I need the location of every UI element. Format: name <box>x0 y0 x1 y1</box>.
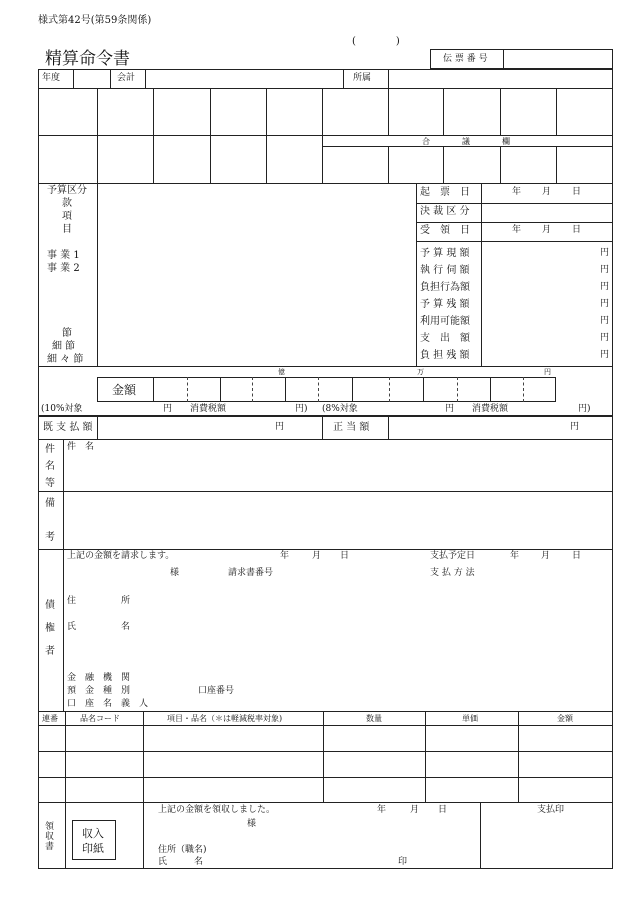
item-row-2[interactable] <box>145 754 321 774</box>
man-header: 万 <box>417 368 424 376</box>
receipt-jusho-label: 住所（職名) <box>158 845 207 855</box>
yen-label: 円 <box>570 422 580 432</box>
kan-label: 款 <box>62 198 72 209</box>
col-tanka: 単価 <box>462 714 478 723</box>
jigyo1-label: 事 業 1 <box>47 250 80 261</box>
shiharai-hoho-label: 支 払 方 法 <box>430 568 475 578</box>
yen-label: 円 <box>163 404 173 414</box>
setsu-label: 節 <box>62 328 72 339</box>
ryoshu-label-1: 領 <box>45 822 55 832</box>
month-label: 月 <box>542 187 552 197</box>
kessai-kubun-label: 決 裁 区 分 <box>420 206 470 217</box>
tax-label: 消費税額 <box>472 404 509 414</box>
month-label: 月 <box>410 805 420 815</box>
kenmei-field[interactable] <box>110 442 610 489</box>
yen-label: 円 <box>600 265 610 275</box>
yen-label: 円 <box>600 248 610 258</box>
year-label: 年 <box>377 805 387 815</box>
day-label: 日 <box>572 551 582 561</box>
receipt-shimei-label: 氏 名 <box>158 857 204 867</box>
jusho-field[interactable] <box>160 594 600 610</box>
jigyo2-label: 事 業 2 <box>47 263 80 274</box>
saisetsu-label: 細 節 <box>52 341 76 352</box>
col-suryo: 数量 <box>366 714 382 723</box>
ryoshu-label-2: 収 <box>45 832 55 842</box>
nendo-label: 年度 <box>42 73 61 83</box>
seito-label: 正 当 額 <box>333 422 370 433</box>
year-label: 年 <box>512 187 522 197</box>
kishi-label: 既 支 払 額 <box>43 422 93 433</box>
denpyo-number-field[interactable] <box>506 51 610 67</box>
kishi-amount-field[interactable] <box>100 419 270 437</box>
day-label: 日 <box>572 187 582 197</box>
jusho-label: 住 所 <box>67 596 131 606</box>
shiharai-yotei-label: 支払予定日 <box>430 551 476 561</box>
kou-label: 項 <box>62 211 72 222</box>
kenmei-label: 件 名 <box>67 442 95 452</box>
kenmei-side-label: 件 名 等 <box>45 444 55 489</box>
shimei-label: 氏 名 <box>67 622 131 632</box>
kingaku-field[interactable] <box>156 380 553 399</box>
gogi-label: 合 議 欄 <box>422 137 510 146</box>
in-label: 印 <box>398 857 408 867</box>
budget-code-field[interactable] <box>100 186 413 364</box>
paren-label: ( ) <box>352 36 400 47</box>
seikyusho-label: 請求書番号 <box>228 568 274 578</box>
col-renban: 連番 <box>42 714 58 723</box>
yen-label: 円 <box>600 316 610 326</box>
item-row-3[interactable] <box>145 780 321 800</box>
yen-label: 円 <box>275 422 285 432</box>
en-header: 円 <box>544 368 551 376</box>
oku-header: 億 <box>278 368 285 376</box>
col-hinmei-code: 品名コード <box>80 714 120 723</box>
nendo-field[interactable] <box>75 71 108 86</box>
stamp-label-2: 印紙 <box>82 842 104 855</box>
ryoshu-label-3: 書 <box>45 842 55 852</box>
shiharai-in-label: 支払印 <box>537 805 565 815</box>
tax-10-label: (10%対象 <box>41 404 83 414</box>
saiken-label-2: 権 <box>45 623 55 634</box>
juryobi-label: 受 領 日 <box>420 225 470 236</box>
page-title: 精算命令書 <box>45 49 130 69</box>
shozoku-label: 所属 <box>353 73 372 83</box>
stamp-label-1: 収入 <box>82 827 104 840</box>
amount-label: 予 算 現 額 <box>420 248 470 259</box>
amount-label: 負 担 残 額 <box>420 350 470 361</box>
amount-label: 負担行為額 <box>420 282 470 293</box>
seito-amount-field[interactable] <box>391 419 566 437</box>
moku-label: 目 <box>62 224 72 235</box>
year-label: 年 <box>510 551 520 561</box>
saiken-label-1: 債 <box>45 600 55 611</box>
biko-label-1: 備 <box>45 498 55 509</box>
yen-label: 円 <box>600 333 610 343</box>
month-label: 月 <box>312 551 322 561</box>
sama-label: 様 <box>170 568 180 578</box>
tax-8-label: (8%対象 <box>322 404 358 414</box>
request-text: 上記の金額を請求します。 <box>67 551 175 561</box>
denpyo-label: 伝 票 番 号 <box>443 54 488 64</box>
year-label: 年 <box>512 225 522 235</box>
month-label: 月 <box>542 225 552 235</box>
kihyobi-label: 起 票 日 <box>420 187 470 198</box>
top-grid <box>38 69 613 184</box>
receipt-text: 上記の金額を領収しました。 <box>158 805 276 815</box>
amount-label: 支 出 額 <box>420 333 470 344</box>
kingaku-label: 金額 <box>112 383 137 397</box>
year-label: 年 <box>280 551 290 561</box>
col-komoku: 項目・品名（＊は軽減税率対象) <box>167 714 283 723</box>
month-label: 月 <box>541 551 551 561</box>
yen-label: 円 <box>600 282 610 292</box>
shimei-field[interactable] <box>160 620 600 636</box>
yen-label: 円 <box>600 299 610 309</box>
day-label: 日 <box>572 225 582 235</box>
receipt-block <box>38 802 613 869</box>
kaikei-label: 会計 <box>117 73 136 83</box>
yen-close-label: 円) <box>295 404 308 414</box>
amount-label: 予 算 残 額 <box>420 299 470 310</box>
koza-bango-label: 口座番号 <box>198 686 235 696</box>
yen-close-label: 円) <box>578 404 591 414</box>
biko-label-2: 考 <box>45 532 55 543</box>
saisaisetsu-label: 細 々 節 <box>47 354 84 365</box>
saiken-label-3: 者 <box>45 646 55 657</box>
kinyu-label: 金 融 機 関 <box>67 673 131 683</box>
yosan-kubun-label: 予算区分 <box>47 185 87 196</box>
kaikei-field[interactable] <box>147 71 341 86</box>
amount-label: 執 行 伺 額 <box>420 265 470 276</box>
tax-label: 消費税額 <box>190 404 227 414</box>
yen-label: 円 <box>600 350 610 360</box>
item-row-1[interactable] <box>145 728 321 748</box>
koza-meigi-label: 口 座 名 義 人 <box>67 699 149 709</box>
form-number: 様式第42号(第59条関係) <box>38 15 152 26</box>
amount-label: 利用可能額 <box>420 316 470 327</box>
yen-label: 円 <box>445 404 455 414</box>
shozoku-field[interactable] <box>390 71 610 86</box>
day-label: 日 <box>438 805 448 815</box>
yokin-label: 預 金 種 別 <box>67 686 131 696</box>
col-kingaku: 金額 <box>557 714 573 723</box>
day-label: 日 <box>340 551 350 561</box>
sama-label: 様 <box>247 819 257 829</box>
biko-field[interactable] <box>66 494 610 547</box>
